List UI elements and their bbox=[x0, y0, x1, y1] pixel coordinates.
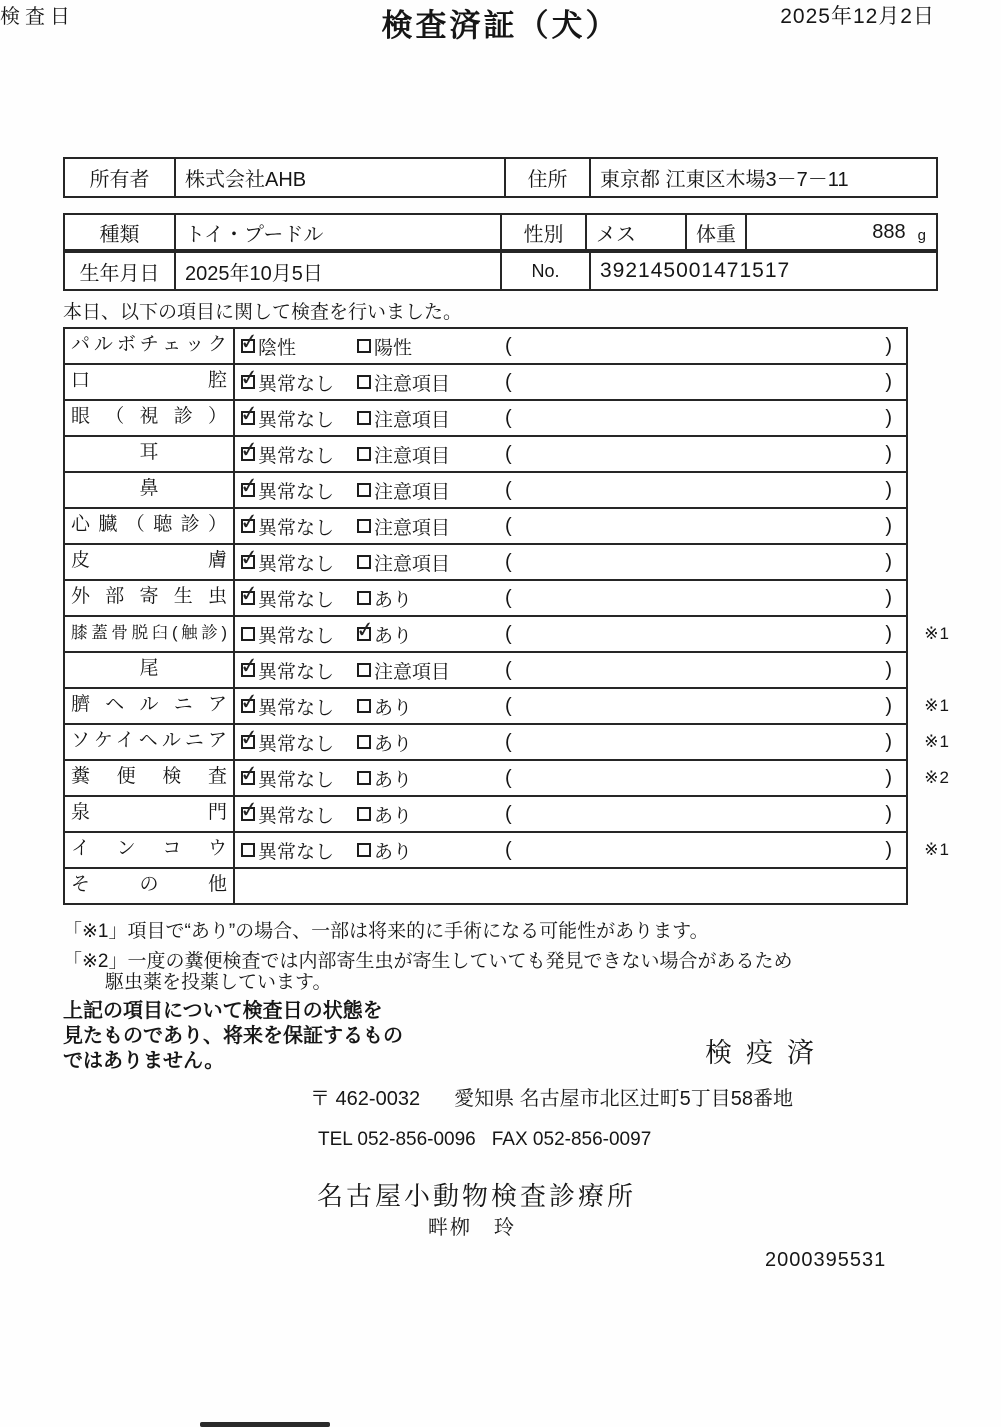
checkbox-icon bbox=[357, 771, 371, 785]
paren-open: ( bbox=[505, 694, 512, 717]
item-label: 尾 bbox=[65, 653, 235, 687]
address-value: 東京都 江東区木場3－7－11 bbox=[589, 159, 936, 196]
option-no-abnormality: ✓ 異常なし bbox=[241, 473, 334, 507]
option-present: あり bbox=[357, 833, 412, 867]
breed-value: トイ・プードル bbox=[174, 215, 500, 249]
checkbox-icon bbox=[357, 447, 371, 461]
postal-code: 〒 462-0032 bbox=[310, 1088, 421, 1110]
option-caution: 注意項目 bbox=[357, 365, 450, 399]
disclaimer-paragraph bbox=[63, 999, 403, 1074]
paren-open: ( bbox=[505, 514, 512, 537]
clinic-fax: FAX 052-856-0097 bbox=[491, 1129, 652, 1150]
clinic-postal-line bbox=[310, 1082, 793, 1111]
item-label: 臍ヘルニア bbox=[65, 689, 235, 723]
checklist-row-inguinal-hernia bbox=[65, 723, 950, 759]
disclaimer-line3: ではありません。 bbox=[63, 1050, 225, 1072]
serial-number: 2000395531 bbox=[765, 1249, 887, 1271]
checklist-row-skin bbox=[65, 543, 906, 579]
owner-table bbox=[63, 157, 938, 198]
paren-close: ) bbox=[885, 766, 892, 789]
birthdate-label: 生年月日 bbox=[79, 262, 160, 285]
option-no-abnormality: 異常なし bbox=[241, 833, 334, 867]
option-no-abnormality: ✓ 異常なし bbox=[241, 401, 334, 435]
paren-close: ) bbox=[885, 370, 892, 393]
checkbox-icon bbox=[241, 519, 255, 533]
option-no-abnormality: ✓ 異常なし bbox=[241, 653, 334, 687]
checklist-row-parvo bbox=[65, 329, 906, 363]
birthdate-value: 2025年10月5日 bbox=[174, 253, 500, 289]
checkbox-icon bbox=[357, 699, 371, 713]
checklist-row-ears bbox=[65, 435, 906, 471]
checklist-row-patella bbox=[65, 615, 950, 651]
checkbox-icon bbox=[241, 627, 255, 641]
option-present: あり bbox=[357, 761, 412, 795]
paren-close: ) bbox=[885, 550, 892, 573]
checklist-row-inkou bbox=[65, 831, 950, 867]
paren-open: ( bbox=[505, 550, 512, 573]
clinic-tel: TEL 052-856-0096 bbox=[318, 1129, 476, 1150]
item-label: 耳 bbox=[65, 437, 235, 471]
item-label: 口腔 bbox=[65, 365, 235, 399]
checklist-table bbox=[63, 327, 950, 905]
disclaimer-line1: 上記の項目について検査日の状態を bbox=[63, 1000, 383, 1022]
no-label: No. bbox=[500, 253, 589, 289]
item-label: その他 bbox=[65, 869, 235, 903]
breed-label: 種類 bbox=[99, 223, 140, 246]
item-label: 膝蓋骨脱臼(触診) bbox=[65, 617, 235, 651]
paren-open: ( bbox=[505, 334, 512, 357]
paren-close: ) bbox=[885, 730, 892, 753]
checklist-row-tail bbox=[65, 651, 906, 687]
checkbox-icon bbox=[357, 591, 371, 605]
option-no-abnormality: 異常なし bbox=[241, 617, 334, 651]
option-caution: 注意項目 bbox=[357, 473, 450, 507]
option-caution: 注意項目 bbox=[357, 545, 450, 579]
checkbox-icon bbox=[357, 555, 371, 569]
no-value: 392145001471517 bbox=[589, 253, 936, 289]
examiner-name: 畔栁 玲 bbox=[428, 1217, 516, 1239]
paren-open: ( bbox=[505, 730, 512, 753]
pet-table-row2 bbox=[63, 251, 938, 291]
clinic-name: 名古屋小動物検査診療所 bbox=[317, 1181, 637, 1211]
checkbox-icon bbox=[241, 771, 255, 785]
weight-label: 体重 bbox=[685, 215, 745, 249]
weight-value-cell bbox=[745, 215, 936, 249]
checkbox-icon bbox=[241, 807, 255, 821]
checkbox-icon bbox=[357, 843, 371, 857]
footnote-1: 「※1」項目で“あり”の場合、一部は将来的に手術になる可能性があります。 bbox=[63, 921, 709, 942]
option-caution: 注意項目 bbox=[357, 437, 450, 471]
option-caution: 注意項目 bbox=[357, 401, 450, 435]
item-label: 心臓（聴診） bbox=[65, 509, 235, 543]
footnote-2-line2: 駆虫薬を投薬しています。 bbox=[105, 972, 332, 993]
option-caution: 注意項目 bbox=[357, 509, 450, 543]
checkbox-icon bbox=[357, 375, 371, 389]
checkbox-icon bbox=[241, 447, 255, 461]
checklist-row-nose bbox=[65, 471, 906, 507]
option-no-abnormality: ✓ 異常なし bbox=[241, 437, 334, 471]
clinic-tel-line bbox=[318, 1129, 651, 1151]
footnote-2-line1: 「※2」一度の糞便検査では内部寄生虫が寄生していても発見できない場合があるため bbox=[63, 951, 793, 972]
checklist-row-eyes bbox=[65, 399, 906, 435]
paren-close: ) bbox=[885, 514, 892, 537]
paren-open: ( bbox=[505, 802, 512, 825]
checkbox-icon bbox=[241, 843, 255, 857]
checkbox-icon bbox=[357, 483, 371, 497]
option-positive: 陽性 bbox=[357, 329, 412, 363]
intro-sentence: 本日、以下の項目に関して検査を行いました。 bbox=[63, 302, 463, 323]
owner-label: 所有者 bbox=[89, 169, 150, 191]
checkbox-icon bbox=[241, 555, 255, 569]
checkbox-icon bbox=[241, 735, 255, 749]
item-label: 鼻 bbox=[65, 473, 235, 507]
checklist-row-fecal-exam bbox=[65, 759, 950, 795]
paren-open: ( bbox=[505, 586, 512, 609]
item-label: 外部寄生虫 bbox=[65, 581, 235, 615]
checklist-row-ectoparasite bbox=[65, 579, 906, 615]
quarantine-stamp: 検疫済 bbox=[705, 1038, 828, 1068]
option-no-abnormality: ✓ 異常なし bbox=[241, 545, 334, 579]
paren-close: ) bbox=[885, 334, 892, 357]
option-no-abnormality: ✓ 異常なし bbox=[241, 509, 334, 543]
checkbox-icon bbox=[241, 339, 255, 353]
checkbox-icon bbox=[357, 411, 371, 425]
checklist-row-other bbox=[65, 867, 906, 903]
remark-note: ※2 bbox=[924, 768, 950, 787]
checkbox-icon bbox=[241, 411, 255, 425]
paren-close: ) bbox=[885, 406, 892, 429]
checkbox-icon bbox=[241, 663, 255, 677]
remark-note: ※1 bbox=[924, 840, 950, 859]
option-negative: ✓ 陰性 bbox=[241, 329, 296, 363]
option-no-abnormality: ✓ 異常なし bbox=[241, 761, 334, 795]
scan-artifact bbox=[200, 1422, 330, 1427]
paren-close: ) bbox=[885, 694, 892, 717]
owner-value: 株式会社AHB bbox=[174, 159, 504, 196]
checklist-row-fontanelle bbox=[65, 795, 906, 831]
paren-close: ) bbox=[885, 838, 892, 861]
option-no-abnormality: ✓ 異常なし bbox=[241, 365, 334, 399]
remark-note: ※1 bbox=[924, 732, 950, 751]
item-label: 皮膚 bbox=[65, 545, 235, 579]
option-no-abnormality: ✓ 異常なし bbox=[241, 689, 334, 723]
paren-open: ( bbox=[505, 766, 512, 789]
item-label: パルボチェック bbox=[65, 329, 235, 363]
checkbox-icon bbox=[241, 375, 255, 389]
checkbox-icon bbox=[357, 807, 371, 821]
checkbox-icon bbox=[357, 519, 371, 533]
checkbox-icon bbox=[241, 699, 255, 713]
item-label: ソケイヘルニア bbox=[65, 725, 235, 759]
paren-open: ( bbox=[505, 370, 512, 393]
checkbox-icon bbox=[241, 483, 255, 497]
checkbox-icon bbox=[241, 591, 255, 605]
paren-open: ( bbox=[505, 406, 512, 429]
checklist-row-umbilical-hernia bbox=[65, 687, 950, 723]
option-present: あり bbox=[357, 797, 412, 831]
remark-note: ※1 bbox=[924, 624, 950, 643]
remark-note: ※1 bbox=[924, 696, 950, 715]
sex-value: メス bbox=[585, 215, 685, 249]
checklist-row-heart bbox=[65, 507, 906, 543]
paren-close: ) bbox=[885, 622, 892, 645]
paren-close: ) bbox=[885, 802, 892, 825]
inspection-date-label: 検査日 bbox=[0, 6, 75, 28]
option-present: あり bbox=[357, 581, 412, 615]
option-no-abnormality: ✓ 異常なし bbox=[241, 725, 334, 759]
clinic-address: 愛知県 名古屋市北区辻町5丁目58番地 bbox=[454, 1088, 794, 1110]
disclaimer-line2: 見たものであり、将来を保証するもの bbox=[63, 1025, 403, 1047]
option-caution: 注意項目 bbox=[357, 653, 450, 687]
checkbox-icon bbox=[357, 627, 371, 641]
weight-unit: g bbox=[917, 226, 926, 244]
inspection-date-value: 2025年12月2日 bbox=[780, 5, 935, 28]
paren-close: ) bbox=[885, 442, 892, 465]
sex-label: 性別 bbox=[500, 215, 585, 249]
weight-value: 888 bbox=[872, 220, 906, 243]
checkbox-icon bbox=[357, 663, 371, 677]
option-present: ✓ あり bbox=[357, 617, 412, 651]
address-label: 住所 bbox=[504, 159, 589, 196]
pet-table-row1 bbox=[63, 213, 938, 251]
option-no-abnormality: ✓ 異常なし bbox=[241, 797, 334, 831]
paren-open: ( bbox=[505, 622, 512, 645]
checkbox-icon bbox=[357, 735, 371, 749]
checkbox-icon bbox=[357, 339, 371, 353]
item-label: 糞便検査 bbox=[65, 761, 235, 795]
page-title: 検査済証（犬） bbox=[381, 8, 620, 43]
paren-close: ) bbox=[885, 658, 892, 681]
option-present: あり bbox=[357, 689, 412, 723]
paren-open: ( bbox=[505, 838, 512, 861]
item-label: 泉門 bbox=[65, 797, 235, 831]
paren-open: ( bbox=[505, 658, 512, 681]
item-label: インコウ bbox=[65, 833, 235, 867]
option-no-abnormality: ✓ 異常なし bbox=[241, 581, 334, 615]
paren-open: ( bbox=[505, 442, 512, 465]
paren-open: ( bbox=[505, 478, 512, 501]
option-present: あり bbox=[357, 725, 412, 759]
checklist-row-mouth bbox=[65, 363, 906, 399]
other-empty-cell bbox=[235, 869, 906, 903]
item-label: 眼（視診） bbox=[65, 401, 235, 435]
paren-close: ) bbox=[885, 478, 892, 501]
paren-close: ) bbox=[885, 586, 892, 609]
